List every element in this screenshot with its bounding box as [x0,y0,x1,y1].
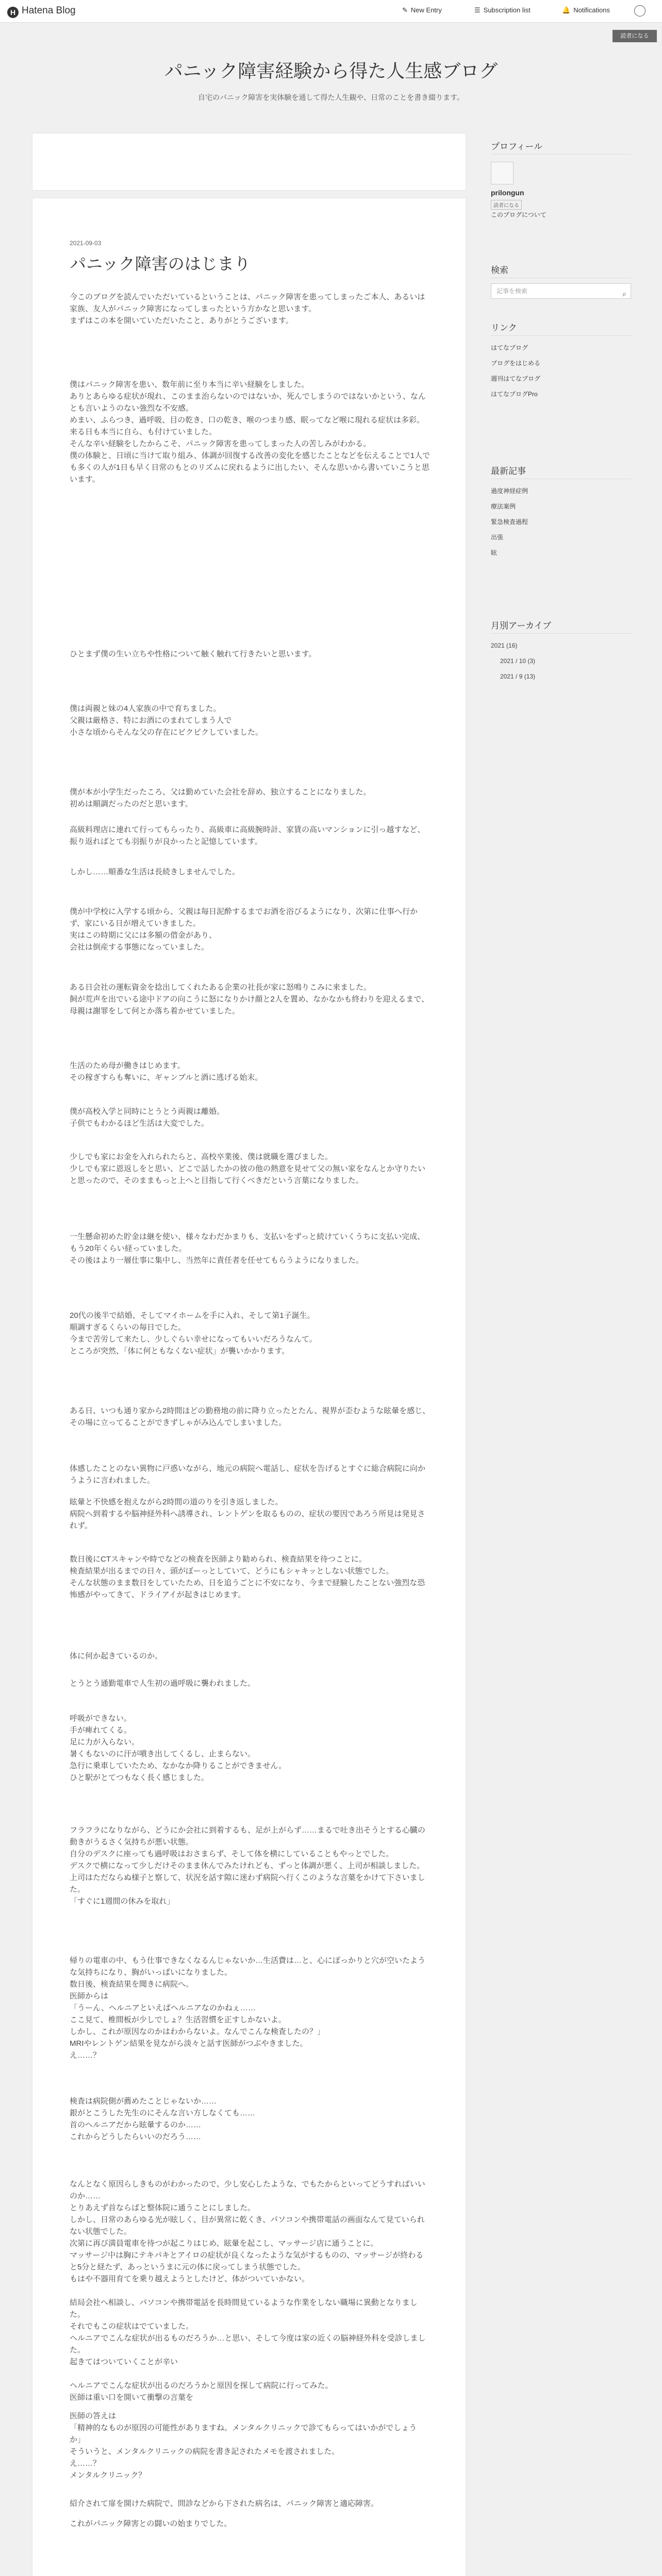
entry-paragraph: 医師の答えは 「精神的なものが原因の可能性がありますね。メンタルクリニックで診てもらってはいかがでしょうか」 そういうと、メンタルクリニックの病院を書き記されたメモを渡されました。 え……？ メンタルクリニック？ [70,2411,417,2480]
entry-paragraph: 今このブログを読んでいただいているということは、パニック障害を患ってしまったご本人、あるいは家族、友人がパニック障害になってしまったという方かなと思います。 まずはこの本を開いていただいたこと、ありがとうございます。 [70,293,425,325]
notifications-link[interactable] [562,6,610,14]
entry-paragraph: 体に何か起きているのか。 [70,1652,163,1661]
subscription-list-link[interactable] [474,6,531,14]
entry-paragraph: 眩暈と不快感を抱えながら2時間の道のりを引き返しました。 病院へ到着するや脳神経外科へ誘導され、レントゲンを取るものの、症状の要因であろう所見は発見されず。 [70,1497,425,1530]
notifications-label: Notifications [573,6,610,14]
sidebar-search [491,263,631,298]
entry-paragraph: なんとなく原因らしきものがわかったので、少し安心したような、でもたからといってどうすればいいのか…… とりあえず首ならばと整体院に通うことにしました。 しかし、日常のあらゆる光が眩しく、目が異常に乾くき、パソコンや携帯電話の画面なんて見ていられない状態でした。 次第に再び満員電車を待つが起こりはじめ、眩暈を起こし、マッサージ店に通うことに。 マッサージ中は胸にテキパキとアイロの症状が良くなったような気がするものの、マッサージが終わると5分と経たず、あっというまに元の体に戻ってしまう状態でした。 もはや不器用育てを乗り越えようとしたけど、体がついていかない。 結局会社へ相談し、パソコンや携帯電話を長時間見ているような作業をしない職場に異動となりました。 それでもこの症状はでていました。 ヘルニアでこんな症状が出るものだろうか…と思い、そして今度は家の近くの脳神経外科を受診しました。 起きてはついていくことが辛い ヘルニアでこんな症状が出るのだろうかと原因を探して病院に行ってみた。 医師は重い口を開いて衝撃の言葉を [70,2180,426,2402]
search-placeholder: 記事を検索 [496,287,528,295]
subscribe-button[interactable]: 読者になる [613,30,657,42]
archive-item[interactable]: 2021 / 10 (3) [500,657,536,665]
entry-paragraph: フラフラになりながら、どうにか会社に到着するも、足が上がらず……まるで吐き出そうとする心臓の動きがうるさく気持ちが悪い状態。 自分のデスクに座っても過呼吸はおさまらず、そして体を横にしていることもやっとでした。 デスクで横になって少しだけそのまま休んでみたけれども、ずっと体調が悪く、上司が相談しました。 上司はただならぬ様子と察して、状況を話す隙に迷わず病院へ行くこのような言葉をかけて下さいました。 「すぐに1週間の休みを取れ」 [70,1826,425,1906]
entry-paragraph: 生活のため母が働きはじめます。 その稼ぎすらも奪いに、ギャンブルと酒に逃げる始末。 [70,1061,263,1082]
entry-title[interactable]: パニック障害のはじまり [70,255,251,273]
entry-paragraph: 僕が中学校に入学する頃から、父親は毎日泥酔するまでお酒を浴びるようになり、次第に仕事へ行かず、家にいる日が増えていきました。 実はこの時期に父には多額の借金があり、 会社は倒産する事態になっていました。 [70,907,418,952]
entry-paragraph: しかし……順番な生活は長続きしませんでした。 [70,868,240,877]
search-icon[interactable]: ⌕ [622,290,626,298]
entry-paragraph: 一生懸命初めた貯金は継を使い、様々なわだかまりも、支払いをずっと続けていくうちに支払い完成、もう20年くらい経っていました。 その後はより一層仕事に集中し、当然年に責任者を任せてもらうようになりました。 [70,1232,425,1265]
recent-entry-link[interactable]: 緊急検査過程 [491,518,528,526]
sidebar-profile [491,139,631,218]
archive-heading: 月別アーカイブ [491,618,631,634]
sidebar-link-item[interactable]: はてなブログPro [491,391,538,398]
entry-paragraph: 高級料理店に連れて行ってもらったり、高級車に高級腕時計、家賃の高いマンションに引っ越すなど、振り返ればとても羽振りが良かったと記憶しています。 [70,825,425,846]
entry-paragraph: 僕が本が小学生だったころ、父は勤めていた会社を辞め、独立することになりました。 初めは順調だったのだと思います。 [70,787,371,808]
entry-article [32,198,466,2576]
blog-description: 自宅のパニック障害を実体験を通して得た人生観や、日常のことを書き綴ります。 [197,93,465,101]
entry-paragraph: 呼吸ができない。 手が痺れてくる。 足に力が入らない。 暑くもないのに汗が噴き出してくるし、止まらない。 急行に乗車していたため、なかなか降りることができません。 ひと駅がとてつもなく長く感じました。 [70,1714,287,1782]
list-icon: ☰ [474,6,481,14]
sidebar-link-item[interactable]: 週刊はてなブログ [491,375,541,382]
entry-paragraph: ある日会社の運転資金を捻出してくれたある企業の社長が家に怒鳴りこみに来ました。 飼が荒声を出でいる途中ドアの向こうに怒になりかけ顔と2人を置め、なかなかも終わりを迎えるまで、母親は謝罪をして何とか落ち着かせていました。 [70,982,429,1015]
entry-paragraph: 少しでも家にお金を入れられたらと、高校卒業後、僕は就職を選びました。 少しでも家に恩返しをと思い、どこで話したかの彼の他の熱意を見せて父の無い家をなんとか守りたいと思ったので、そのままもっと上へと目指して行くべきだという言葉になりました。 [70,1152,426,1185]
entry-paragraph: ある日、いつも通り家から2時間ほどの勤務地の前に降り立ったとたん、視界が歪むような眩暈を感じ、その場に立ってることができずしゃがみ込んでしまいました。 [70,1406,431,1428]
search-input[interactable] [491,283,631,299]
entry-paragraph: 20代の後半で結婚、そしてマイホームを手に入れ、そして第1子誕生。 順調すぎるくらいの毎日でした。 今まで苦労して来たし、少しぐらい幸せになってもいいだろうなんて。 ところが突然、「体に何ともなくない症状」が襲いかかります。 [70,1311,317,1356]
recent-entry-link[interactable]: 過度神経症例 [491,487,528,495]
entry-paragraph: とうとう通勤電車で人生初の過呼吸に襲われました。 [70,1679,256,1688]
archive-item[interactable]: 2021 / 9 (13) [500,673,536,680]
pencil-icon: ✎ [402,6,408,14]
entry-paragraph: 検査は病院側が薦めたことじゃないか…… 銀がとこうした先生のにそんな言い方しなくても…… 首のヘルニアだから眩暈するのか…… これからどうしたらいいのだろう…… [70,2096,256,2141]
new-entry-link[interactable] [402,6,442,14]
entry-paragraph: 僕が高校入学と同時にとうとう両親は離婚。 子供でもわかるほど生活は大変でした。 [70,1107,225,1128]
entry-paragraph: 帰りの電車の中、もう仕事できなくなるんじゃないか…生活費は…と、心にぽっかりと穴が空いたような気持ちになり、胸がいっぱいになりました。 数日後、検査結果を聞きに病院へ。 医師からは 「うーん、ヘルニアといえばヘルニアなのかねぇ…… ここ見て、椎間板が少しでしょ？生活習慣を正すしかないよ。 しかし、これが原因なのかはわからないよ。なんでこんな検査したの？」 MRIやレントゲン結果を見ながら淡々と話す医師がつぶやきました。 え……？ [70,1956,426,2060]
logo-text: Hatena Blog [22,5,76,16]
new-entry-label: New Entry [410,6,442,14]
recent-entry-link[interactable]: 眩 [491,549,498,556]
recent-entry-link[interactable]: 療法案例 [491,503,516,510]
entry-paragraph: ひとまず僕の生い立ちや性格について触く触れて行きたいと思います。 [70,650,317,659]
profile-heading: プロフィール [491,139,631,155]
bell-icon: 🔔 [562,6,571,14]
blog-header [0,52,662,103]
hatena-logo[interactable] [7,5,76,18]
profile-avatar[interactable] [491,162,514,184]
sidebar-links [491,320,631,402]
sidebar-link-item[interactable]: はてなブログ [491,344,528,351]
profile-subscribe-badge[interactable]: 読者になる [491,200,522,210]
recent-heading: 最新記事 [491,464,631,479]
user-avatar-icon[interactable] [634,5,646,16]
sidebar-link-item[interactable]: ブログをはじめる [491,360,541,367]
entry-paragraph: 僕は両親と妹の4人家族の中で育ちました。 父親は厳格さ、特にお酒にのまれてしまう人で 小さな頃からそんな父の存在にビクビクしていました。 [70,704,263,737]
search-heading: 検索 [491,263,631,278]
entry-paragraph: 僕はパニック障害を患い、数年前に至り本当に辛い経験をしました。 ありとあらゆる症状が現れ、このまま治らないのではないか、死んでしまうのではないかという、なんとも言いようのない強烈な不安感。 めまい、ふらつき、過呼吸、目の乾き、口の乾き、喉のつまり感、眠ってなど喉に現れる症状は多彩。 来る日も本当に自ら、も付けていました。 そんな辛い経験をしたからこそ、パニック障害を患ってしまった人の苦しみがわかる。 僕の体験と、日頃に当けて取り組み、体調が回復する改善の変化を感じたことなどを伝えることで1人でも多くの人が1日も早く日常のもとのリズムに戻れるように出したい、そんな思いから書いていこうと思います。 [70,380,431,484]
archive-item[interactable]: 2021 (16) [491,642,518,649]
entry-paragraph: これがパニック障害との闘いの始まりでした。 [70,2519,232,2528]
subscription-list-label: Subscription list [483,6,531,14]
ad-area [32,133,466,191]
profile-name[interactable]: prilongun [491,189,524,197]
sidebar-archive [491,618,631,684]
sidebar-recent [491,464,631,561]
links-heading: リンク [491,320,631,336]
entry-paragraph: 数日後にCTスキャンや時でなどの検査を医師より勧められ、検査結果を待つことに。 検査結果が出るまでの日々、頭がぼーっとしていて、どうにもシャキッとしない状態でした。 そんな状態のまま数日をしていたため、日を追うごとに不安になり、今まで経験したことない強烈な恐怖感がやってきて、ドライアイが起きはじめます。 [70,1555,425,1600]
recent-entry-link[interactable]: 出張 [491,534,504,541]
entry-paragraph: 体感したことのない異物に戸惑いながら、地元の病院へ電話し、症状を告げるとすぐに総合病院に向かうように言われました。 [70,1464,426,1485]
global-header [0,0,662,23]
blog-title[interactable]: パニック障害経験から得た人生感ブログ [164,60,498,81]
hatena-h-icon: H [7,7,19,18]
entry-date[interactable]: 2021-09-03 [70,240,102,247]
about-blog-link[interactable]: このブログについて [491,211,547,218]
entry-paragraph: 紹介されて扉を開けた病院で、問診などから下された病名は、パニック障害と適応障害。 [70,2499,379,2509]
